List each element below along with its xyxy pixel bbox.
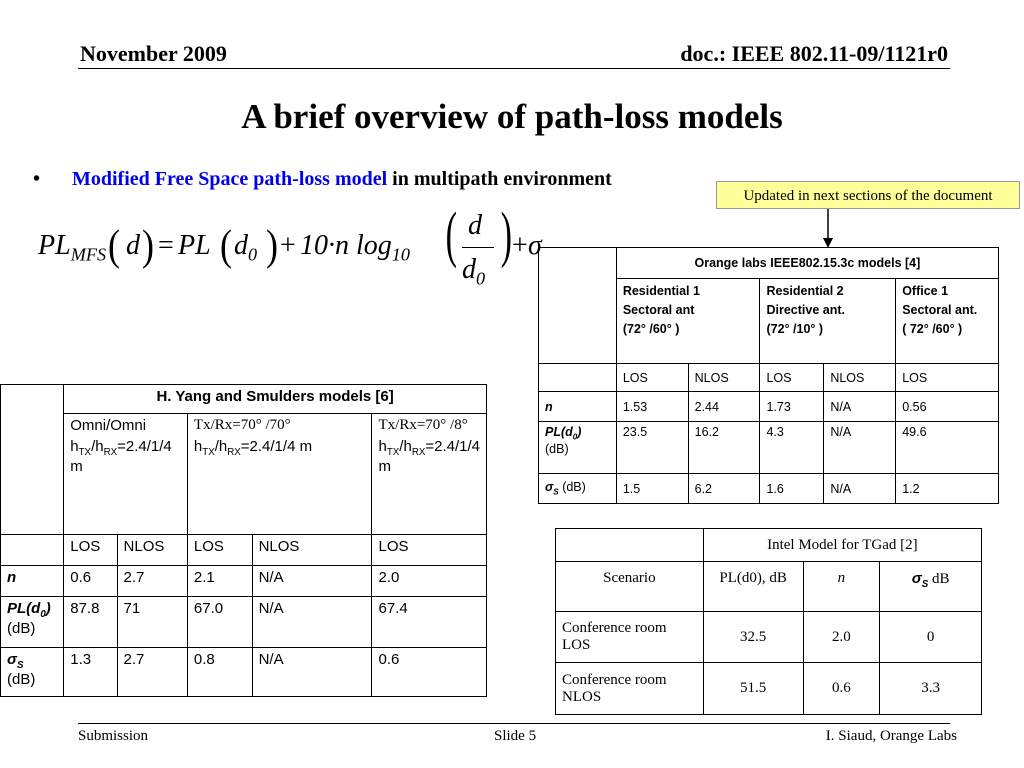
value-cell: 49.6 bbox=[896, 422, 999, 474]
condition-cell: NLOS bbox=[688, 364, 760, 392]
value-cell: 0.8 bbox=[187, 648, 252, 697]
config-line: Office 1 bbox=[902, 284, 949, 298]
value-cell: N/A bbox=[824, 392, 896, 422]
value-cell: 67.4 bbox=[372, 597, 487, 648]
row-unit: (dB) bbox=[545, 441, 569, 456]
config-cell bbox=[187, 414, 372, 535]
value-cell: 16.2 bbox=[688, 422, 760, 474]
table-row bbox=[556, 663, 982, 715]
value-cell: 0.6 bbox=[64, 566, 117, 597]
header-sigma-sub: S bbox=[921, 579, 929, 590]
config-cell bbox=[760, 279, 896, 364]
bullet-text: in multipath environment bbox=[387, 168, 612, 190]
formula-frac-bar bbox=[462, 247, 494, 248]
value-cell: 2.44 bbox=[688, 392, 760, 422]
table-row bbox=[539, 392, 999, 422]
table-title: Orange labs IEEE802.15.3c models [4] bbox=[616, 248, 998, 279]
header-sigma-unit: dB bbox=[928, 571, 950, 587]
config-line: Residential 1 bbox=[622, 284, 700, 298]
value-cell: 2.7 bbox=[117, 648, 187, 697]
config-line: Residential 2 bbox=[766, 284, 844, 298]
value-cell: N/A bbox=[252, 566, 372, 597]
footer-right: I. Siaud, Orange Labs bbox=[825, 728, 957, 744]
config-h: h bbox=[378, 438, 387, 455]
header-pl: PL(d0), dB bbox=[703, 562, 803, 612]
value-cell: 32.5 bbox=[703, 612, 803, 663]
table-row bbox=[1, 648, 487, 697]
formula-frac-den-sub: 0 bbox=[476, 268, 486, 289]
row-label-sub: 0 bbox=[572, 432, 578, 442]
condition-cell: LOS bbox=[896, 364, 999, 392]
config-sub: RX bbox=[103, 447, 118, 458]
value-cell: 1.53 bbox=[616, 392, 688, 422]
footer-divider bbox=[78, 723, 950, 724]
row-unit: (dB) bbox=[7, 671, 36, 688]
config-sub: TX bbox=[202, 447, 215, 458]
table-title: H. Yang and Smulders models [6] bbox=[64, 385, 487, 414]
config-mid: /h bbox=[91, 438, 104, 455]
value-cell: 0.6 bbox=[803, 663, 880, 715]
condition-cell: LOS bbox=[64, 535, 117, 566]
formula-sigma: σ bbox=[528, 230, 542, 261]
condition-cell: LOS bbox=[372, 535, 487, 566]
row-label-tail: ) bbox=[577, 425, 582, 439]
config-cell bbox=[64, 414, 188, 535]
value-cell: N/A bbox=[252, 597, 372, 648]
value-cell: 0.56 bbox=[896, 392, 999, 422]
header-sigma-symbol: σ bbox=[911, 570, 922, 587]
value-cell: 0.6 bbox=[372, 648, 487, 697]
config-line: Directive ant. bbox=[766, 303, 845, 317]
value-cell: 87.8 bbox=[64, 597, 117, 648]
footer-slide-number: Slide 5 bbox=[494, 728, 537, 744]
yang-smulders-table bbox=[0, 384, 487, 697]
table-title: Intel Model for TGad [2] bbox=[703, 529, 981, 562]
row-label-main: σ bbox=[7, 651, 17, 668]
bullet-highlight: Modified Free Space path-loss model bbox=[72, 168, 388, 190]
formula-frac-den: d bbox=[462, 254, 476, 285]
condition-cell: LOS bbox=[616, 364, 688, 392]
value-cell: 2.0 bbox=[372, 566, 487, 597]
value-cell: 3.3 bbox=[880, 663, 982, 715]
formula-lhs-sub: MFS bbox=[70, 244, 107, 265]
scenario-cell: Conference room LOS bbox=[556, 612, 704, 663]
row-unit: (dB) bbox=[558, 480, 586, 495]
config-cell bbox=[896, 279, 999, 364]
update-note: Updated in next sections of the document bbox=[716, 181, 1020, 209]
value-cell: 1.2 bbox=[896, 474, 999, 504]
value-cell: 1.3 bbox=[64, 648, 117, 697]
config-tail: =2.4/1/4 m bbox=[70, 438, 172, 475]
header-scenario: Scenario bbox=[556, 562, 704, 612]
table-row bbox=[1, 597, 487, 648]
config-cell bbox=[616, 279, 760, 364]
header-date: November 2009 bbox=[80, 41, 227, 66]
config-sub: TX bbox=[78, 447, 92, 458]
table-row bbox=[1, 566, 487, 597]
row-label-sub: S bbox=[16, 660, 24, 671]
table-corner bbox=[1, 535, 64, 566]
condition-cell: NLOS bbox=[824, 364, 896, 392]
row-label-main: PL(d bbox=[7, 600, 41, 617]
value-cell: 1.5 bbox=[616, 474, 688, 504]
config-tail: =2.4/1/4 m bbox=[240, 438, 313, 455]
note-arrow bbox=[820, 209, 836, 249]
value-cell: N/A bbox=[252, 648, 372, 697]
condition-cell: LOS bbox=[760, 364, 824, 392]
config-sub: RX bbox=[411, 447, 426, 458]
condition-cell: LOS bbox=[187, 535, 252, 566]
formula-d: d bbox=[126, 230, 140, 261]
config-h: h bbox=[193, 438, 203, 455]
value-cell: N/A bbox=[824, 474, 896, 504]
value-cell: 51.5 bbox=[703, 663, 803, 715]
value-cell: 0 bbox=[880, 612, 982, 663]
table-corner bbox=[556, 529, 704, 562]
footer-left: Submission bbox=[78, 728, 149, 744]
formula-d0-sub: 0 bbox=[248, 244, 258, 265]
table-row bbox=[539, 422, 999, 474]
row-label-main: σ bbox=[545, 480, 554, 495]
header-sigma bbox=[880, 562, 982, 612]
config-cell bbox=[372, 414, 487, 535]
table-corner bbox=[539, 364, 617, 392]
value-cell: 2.1 bbox=[187, 566, 252, 597]
orange-labs-table bbox=[538, 247, 999, 504]
table-corner bbox=[539, 248, 617, 364]
config-line: ( 72° /60° ) bbox=[902, 322, 963, 336]
config-sub: RX bbox=[227, 447, 241, 458]
formula-frac-num: d bbox=[468, 210, 482, 241]
intel-tgad-table bbox=[555, 528, 982, 715]
header-n: n bbox=[803, 562, 880, 612]
value-cell: 1.6 bbox=[760, 474, 824, 504]
formula-lhs: PL bbox=[38, 230, 71, 261]
row-label-main: PL(d bbox=[545, 425, 573, 439]
value-cell: 71 bbox=[117, 597, 187, 648]
slide-title: A brief overview of path-loss models bbox=[241, 97, 783, 136]
value-cell: 23.5 bbox=[616, 422, 688, 474]
formula-coef: 10·n log bbox=[300, 230, 392, 261]
bullet-symbol: • bbox=[33, 168, 41, 190]
table-row bbox=[539, 474, 999, 504]
path-loss-formula: $PL_{MFS}$ ( d ) = PL ( $d_0$ ) + 10·n $\log_{10}$ ( d $d_0$ ) + σ bbox=[38, 201, 542, 289]
config-line: (72° /10° ) bbox=[766, 322, 824, 336]
formula-d0: d bbox=[234, 230, 248, 261]
config-line1: Tx/Rx=70° /8° bbox=[378, 417, 468, 433]
config-line: (72° /60° ) bbox=[622, 322, 680, 336]
config-line1: Tx/Rx=70° /70° bbox=[193, 417, 291, 433]
row-label bbox=[539, 474, 617, 504]
config-h: h bbox=[70, 438, 79, 455]
table-row bbox=[556, 612, 982, 663]
scenario-cell: Conference room NLOS bbox=[556, 663, 704, 715]
config-mid: /h bbox=[214, 438, 228, 455]
row-label-sub: 0 bbox=[40, 609, 46, 620]
formula-log-sub: 10 bbox=[391, 244, 410, 265]
value-cell: 2.7 bbox=[117, 566, 187, 597]
header-divider bbox=[78, 68, 950, 69]
config-mid: /h bbox=[399, 438, 412, 455]
value-cell: 1.73 bbox=[760, 392, 824, 422]
row-label bbox=[539, 422, 617, 474]
condition-cell: NLOS bbox=[117, 535, 187, 566]
config-line: Sectoral ant. bbox=[902, 303, 978, 317]
config-line: Sectoral ant bbox=[622, 303, 695, 317]
row-label: n bbox=[539, 392, 617, 422]
row-label-sub: S bbox=[553, 487, 559, 497]
value-cell: 6.2 bbox=[688, 474, 760, 504]
config-line1: Omni/Omni bbox=[70, 417, 147, 434]
row-label bbox=[1, 597, 64, 648]
row-label bbox=[1, 648, 64, 697]
header-doc-id: doc.: IEEE 802.11-09/1121r0 bbox=[680, 41, 948, 66]
condition-cell: NLOS bbox=[252, 535, 372, 566]
config-tail: =2.4/1/4 m bbox=[378, 438, 480, 475]
value-cell: 4.3 bbox=[760, 422, 824, 474]
config-sub: TX bbox=[386, 447, 400, 458]
value-cell: 67.0 bbox=[187, 597, 252, 648]
value-cell: 2.0 bbox=[803, 612, 880, 663]
row-label: n bbox=[1, 566, 64, 597]
table-corner bbox=[1, 385, 64, 535]
value-cell: N/A bbox=[824, 422, 896, 474]
row-unit: (dB) bbox=[7, 620, 36, 637]
formula-pl: PL bbox=[178, 230, 211, 261]
row-label-tail: ) bbox=[45, 600, 51, 617]
